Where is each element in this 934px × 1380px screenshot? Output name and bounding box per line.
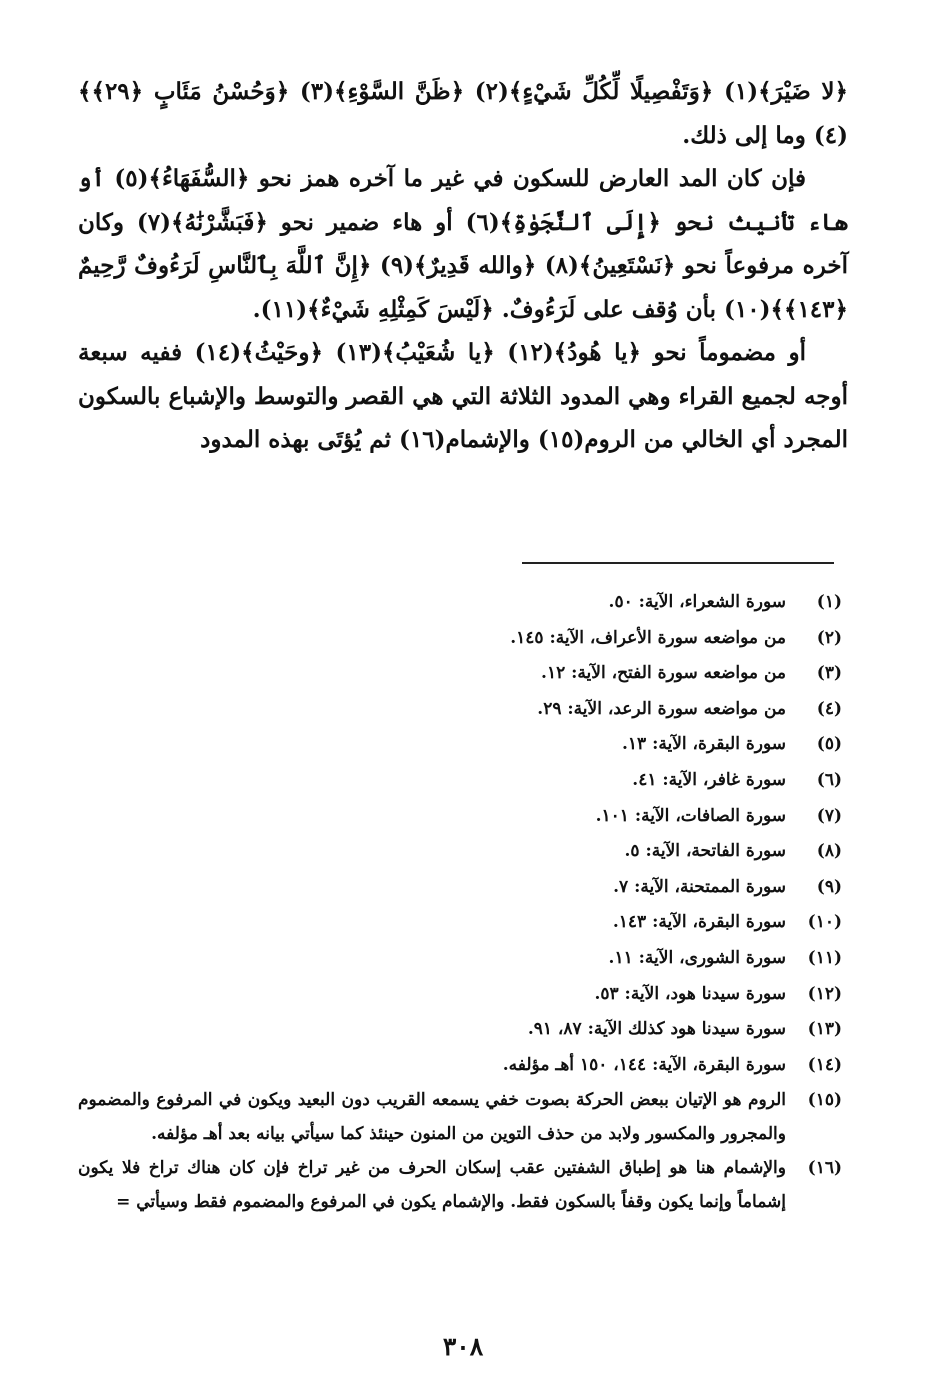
footnote-6 — [78, 763, 848, 799]
footnote-separator — [522, 562, 834, 564]
footnote-text: سورة الصافات، الآية: ١٠١. — [595, 805, 786, 826]
footnote-text: سورة البقرة، الآية: ١٤٣. — [612, 912, 786, 933]
footnote-number: (١٠) — [807, 912, 842, 933]
footnote-text: سورة البقرة، الآية: ١٤٤، ١٥٠ أهـ مؤلفه. — [502, 1054, 786, 1075]
footnote-text: سورة سيدنا هود كذلك الآية: ٨٧، ٩١. — [527, 1019, 786, 1040]
footnote-text: سورة الممتحنة، الآية: ٧. — [613, 876, 786, 897]
footnote-number: (١١) — [807, 947, 842, 968]
footnote-number: (١٣) — [807, 1019, 842, 1040]
footnote-15 — [78, 1083, 848, 1151]
footnote-number: (٨) — [816, 841, 842, 862]
footnote-text: الروم هو الإتيان ببعض الحركة بصوت خفي يسمعه القريب دون البعيد ويكون في المرفوع والمضموم والمجرور والمكسور ولابد من حذف التوين من المنون حينئذ كما سيأتي بيانه بعد أهـ مؤلفه. — [78, 1090, 786, 1145]
footnote-1 — [78, 585, 848, 621]
footnote-12 — [78, 977, 848, 1013]
footnote-4 — [78, 692, 848, 728]
footnote-text: والإشمام هنا هو إطباق الشفتين عقب إسكان الحرف من غير تراخ فإن كان هناك تراخ فلا يكون إشماماً وإنما يكون وقفاً بالسكون فقط. والإشمام يكون في المرفوع والمضموم فقط وسيأتي = — [78, 1158, 786, 1213]
footnote-2 — [78, 621, 848, 657]
footnote-text: سورة الشعراء، الآية: ٥٠. — [608, 592, 786, 612]
main-text — [78, 70, 848, 462]
footnote-number: (٦) — [816, 769, 842, 790]
footnote-text: سورة الشورى، الآية: ١١. — [608, 947, 786, 968]
footnote-3 — [78, 656, 848, 692]
footnote-number: (٩) — [816, 876, 842, 897]
footnote-text: سورة سيدنا هود، الآية: ٥٣. — [594, 983, 786, 1004]
footnote-text: سورة الفاتحة، الآية: ٥. — [624, 841, 786, 862]
paragraph-1: ﴿لا ضَيْرَ﴾(١) ﴿وَتَفْصِيلًا لِّكُلِّ شَيْءٍ﴾(٢) ﴿ظَنَّ السَّوْءِ﴾(٣) ﴿وَحُسْنُ مَئَابٍ ﴿٢٩﴾﴾(٤) وما إلى ذلك. — [78, 78, 848, 149]
footnote-5 — [78, 727, 848, 763]
footnote-7 — [78, 799, 848, 835]
footnote-8 — [78, 834, 848, 870]
footnote-number: (٢) — [816, 627, 842, 648]
footnote-number: (١٤) — [807, 1054, 842, 1075]
footnote-number: (١٢) — [807, 983, 842, 1004]
footnote-text: سورة البقرة، الآية: ١٣. — [621, 734, 786, 755]
footnote-text: سورة غافر، الآية: ٤١. — [632, 769, 786, 790]
footnote-text: من مواضعه سورة الفتح، الآية: ١٢. — [541, 663, 786, 684]
footnote-text: من مواضعه سورة الرعد، الآية: ٢٩. — [537, 698, 786, 719]
page — [78, 70, 848, 1361]
footnote-number: (٤) — [816, 698, 842, 719]
footnote-number: (٧) — [816, 805, 842, 826]
footnote-number: (٣) — [816, 663, 842, 684]
footnote-text: من مواضعه سورة الأعراف، الآية: ١٤٥. — [510, 627, 786, 648]
footnotes — [78, 585, 848, 1219]
paragraph-3: أو مضموماً نحو ﴿يا هُودُ﴾(١٢) ﴿يا شُعَيْبُ﴾(١٣) ﴿وحَيْثُ﴾(١٤) ففيه سبعة أوجه لجميع القراء وهي المدود الثلاثة التي هي القصر والتوسط والإشباع بالسكون المجرد أي الخالي من الروم(١٥) والإشمام(١٦) ثم يُؤتَى بهذه المدود — [78, 339, 848, 453]
page-number: ٣٠٨ — [442, 1332, 484, 1361]
footnote-16 — [78, 1151, 848, 1219]
footnote-number: (١٦) — [807, 1158, 842, 1179]
footnote-number: (١) — [816, 592, 842, 612]
footnote-number: (٥) — [816, 734, 842, 755]
footnote-number: (١٥) — [807, 1090, 842, 1111]
footnote-9 — [78, 870, 848, 906]
paragraph-2: فإن كان المد العارض للسكون في غير ما آخره همز نحو ﴿السُّفَهَاءُ﴾(٥) أو هاء تأنيث نحو ﴿إِلَى ٱلنَّجَوٰةِ﴾(٦) أو هاء ضمير نحو ﴿فَبَشَّرْنَٰهُ﴾(٧) وكان آخره مرفوعاً نحو ﴿نَسْتَعِينُ﴾(٨) ﴿والله قَدِيرٌ﴾(٩) ﴿إِنَّ ٱللَّهَ بِٱلنَّاسِ لَرَءُوفٌ رَّحِيمٌ ﴿١٤٣﴾﴾(١٠) بأن وُقف على لَرَءُوفٌ. ﴿لَيْسَ كَمِثْلِهِ شَيْءٌ﴾(١١). — [78, 165, 848, 323]
footnote-11 — [78, 941, 848, 977]
footnote-14 — [78, 1048, 848, 1084]
footnote-10 — [78, 905, 848, 941]
footnote-13 — [78, 1012, 848, 1048]
